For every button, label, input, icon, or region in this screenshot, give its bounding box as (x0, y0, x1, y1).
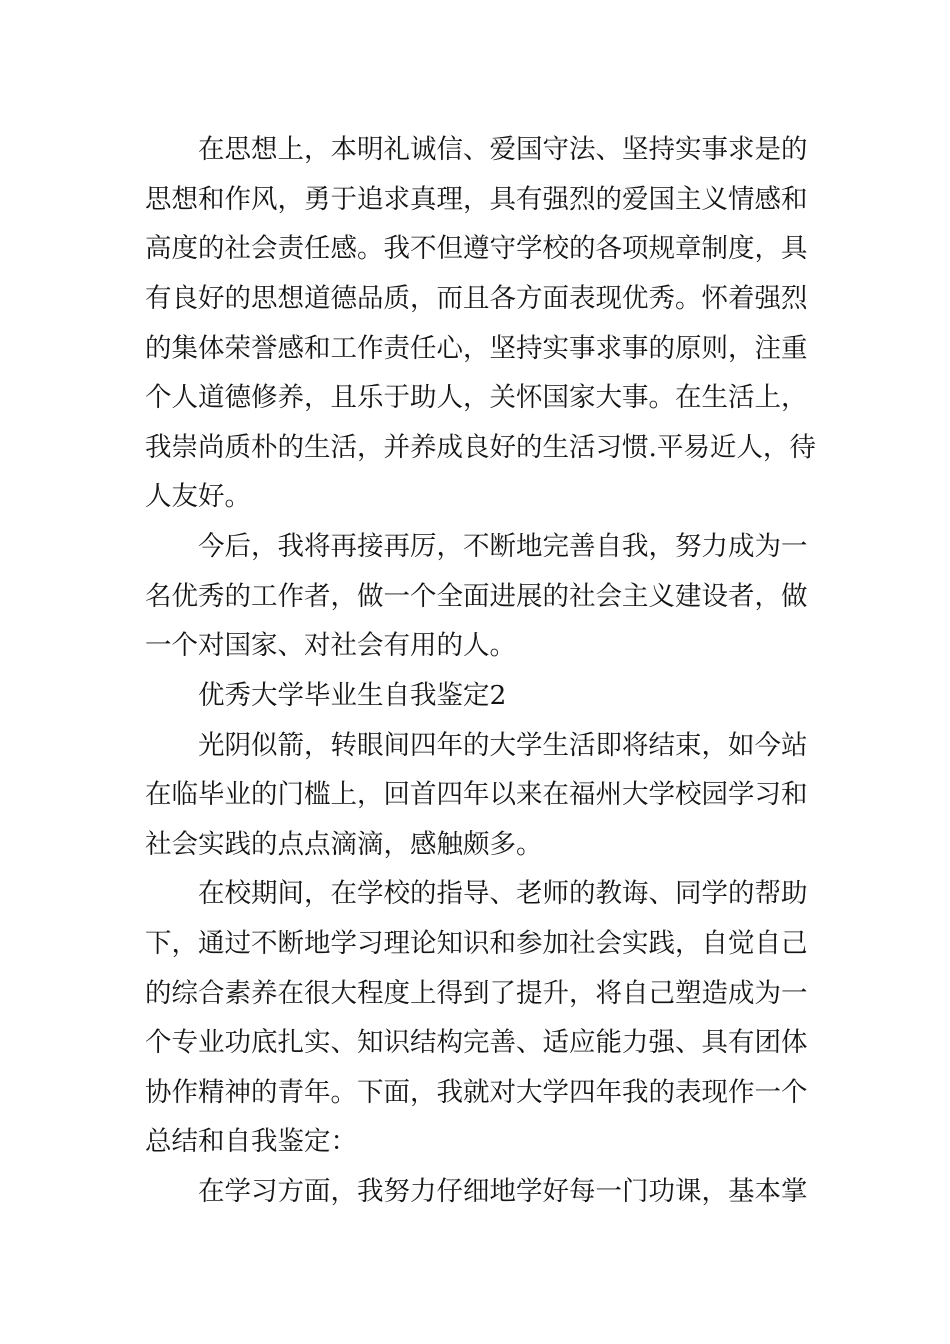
paragraph-line: 在学习方面，我努力仔细地学好每一门功课，基本掌 (198, 1176, 808, 1207)
paragraph-line: 有良好的思想道德品质，而且各方面表现优秀。怀着强烈 (145, 283, 808, 314)
paragraph-line: 高度的社会责任感。我不但遵守学校的各项规章制度，具 (145, 233, 808, 264)
paragraph-line: 的集体荣誉感和工作责任心，坚持实事求事的原则，注重 (145, 333, 808, 364)
paragraph-line: 我崇尚质朴的生活，并养成良好的生活习惯.平易近人，待 (145, 432, 816, 463)
paragraph-line: 光阴似箭，转眼间四年的大学生活即将结束，如今站 (198, 730, 808, 761)
paragraph-line: 的综合素养在很大程度上得到了提升，将自己塑造成为一 (145, 978, 808, 1009)
paragraph-line: 下，通过不断地学习理论知识和参加社会实践，自觉自己 (145, 928, 808, 959)
paragraph-line: 协作精神的青年。下面，我就对大学四年我的表现作一个 (145, 1077, 808, 1108)
paragraph-line: 在临毕业的门槛上，回首四年以来在福州大学校园学习和 (145, 779, 808, 810)
paragraph-line: 总结和自我鉴定： (145, 1126, 357, 1157)
paragraph-line: 思想和作风，勇于追求真理，具有强烈的爱国主义情感和 (145, 184, 808, 215)
paragraph-line: 名优秀的工作者，做一个全面进展的社会主义建设者，做 (145, 581, 808, 612)
paragraph-line: 在思想上，本明礼诚信、爱国守法、坚持实事求是的 (198, 134, 808, 165)
paragraph-line: 个专业功底扎实、知识结构完善、适应能力强、具有团体 (145, 1027, 808, 1058)
paragraph-line: 一个对国家、对社会有用的人。 (145, 630, 516, 661)
paragraph-line: 个人道德修养，且乐于助人，关怀国家大事。在生活上， (145, 382, 808, 413)
paragraph-line: 人友好。 (145, 481, 251, 512)
paragraph-line: 今后，我将再接再厉，不断地完善自我，努力成为一 (198, 531, 808, 562)
paragraph-line: 在校期间，在学校的指导、老师的教诲、同学的帮助 (198, 878, 808, 909)
paragraph-line: 社会实践的点点滴滴，感触颇多。 (145, 829, 543, 860)
section-heading: 优秀大学毕业生自我鉴定2 (198, 680, 507, 711)
